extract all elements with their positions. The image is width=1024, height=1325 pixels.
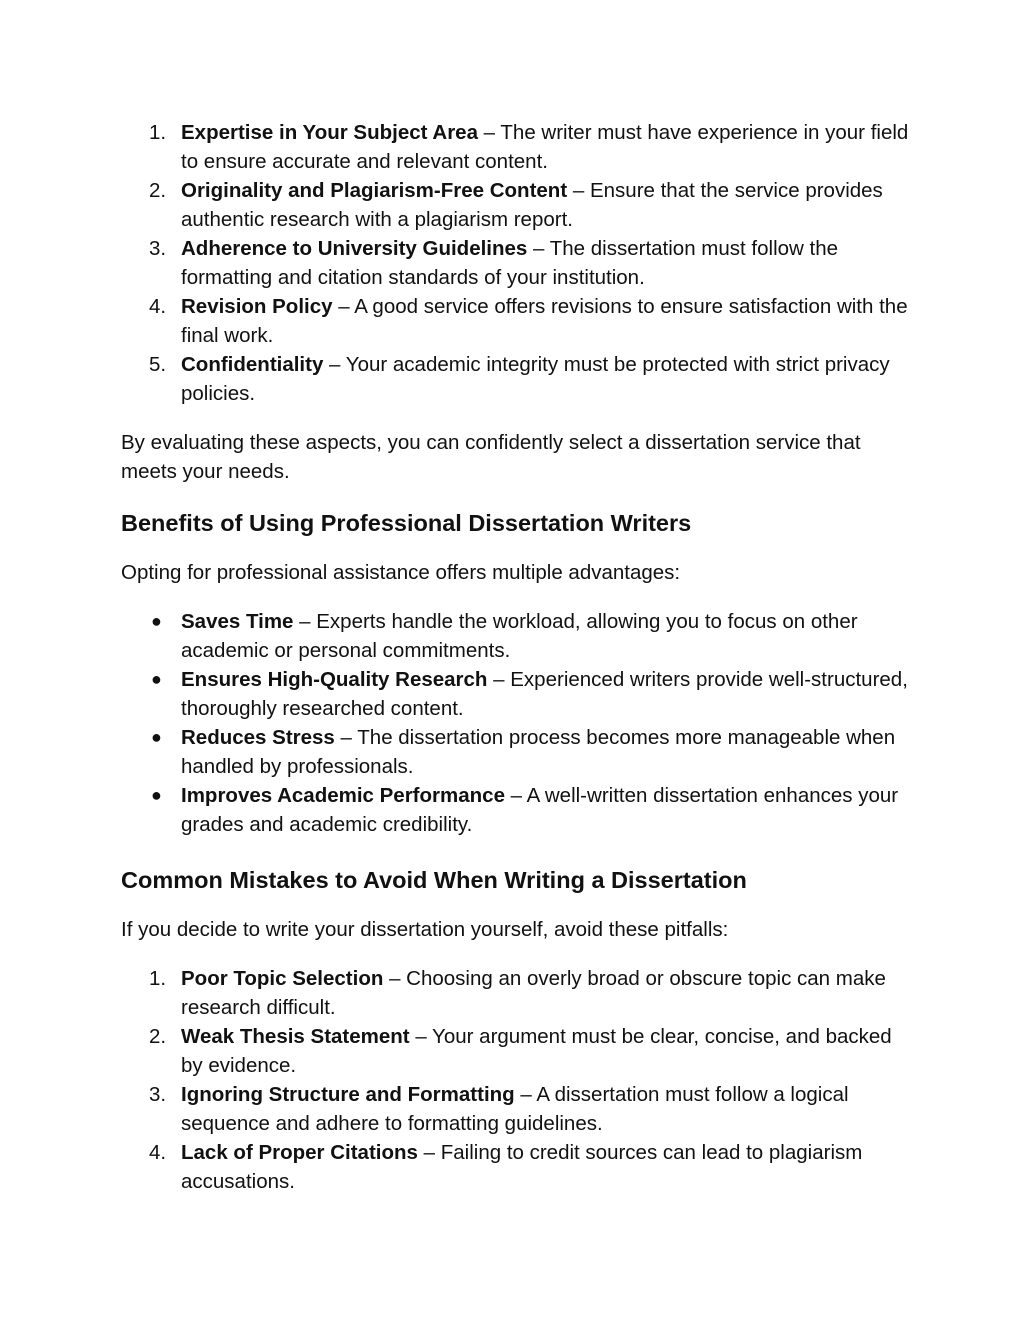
- list-item-description: – Your academic integrity must be protected with strict privacy policies.: [181, 353, 890, 405]
- list-number: 4.: [149, 295, 167, 318]
- list-number: 3.: [149, 237, 167, 260]
- list-item: [121, 781, 911, 839]
- list-item-description: – The dissertation process becomes more manageable when handled by professionals.: [181, 726, 896, 778]
- list-number: 3.: [149, 1083, 167, 1106]
- benefits-list: [121, 607, 911, 839]
- service-criteria-list: [121, 118, 911, 408]
- list-item-term: Ensures High-Quality Research: [181, 668, 488, 691]
- mistakes-intro-paragraph: If you decide to write your dissertation yourself, avoid these pitfalls:: [121, 918, 729, 941]
- bullet-icon: ●: [151, 669, 162, 689]
- bullet-icon: ●: [151, 785, 162, 805]
- list-item-term: Weak Thesis Statement: [181, 1025, 410, 1048]
- list-item-term: Saves Time: [181, 610, 294, 633]
- bullet-icon: ●: [151, 727, 162, 747]
- list-number: 1.: [149, 967, 167, 990]
- list-item-description: – A well-written dissertation enhances your grades and academic credibility.: [181, 784, 899, 836]
- list-item-term: Improves Academic Performance: [181, 784, 505, 807]
- list-number: 1.: [149, 121, 167, 144]
- list-item: [121, 292, 911, 350]
- list-item-description: – The writer must have experience in your field to ensure accurate and relevant content.: [181, 121, 909, 173]
- mistakes-heading: Common Mistakes to Avoid When Writing a Dissertation: [121, 867, 747, 893]
- list-item: [121, 350, 911, 408]
- list-item-term: Originality and Plagiarism-Free Content: [181, 179, 568, 202]
- list-item-description: – Experienced writers provide well-structured, thoroughly researched content.: [181, 668, 908, 720]
- list-item: [121, 964, 911, 1022]
- list-item-term: Adherence to University Guidelines: [181, 237, 528, 260]
- list-item-term: Expertise in Your Subject Area: [181, 121, 478, 144]
- list-number: 4.: [149, 1141, 167, 1164]
- list-item-term: Lack of Proper Citations: [181, 1141, 418, 1164]
- bullet-icon: ●: [151, 611, 162, 631]
- list-item: [121, 723, 911, 781]
- list-item-description: – A dissertation must follow a logical sequence and adhere to formatting guidelines.: [181, 1083, 849, 1135]
- list-item-description: – The dissertation must follow the formatting and citation standards of your institution.: [181, 237, 839, 289]
- list-item-description: – Failing to credit sources can lead to plagiarism accusations.: [181, 1141, 863, 1193]
- benefits-intro-paragraph: Opting for professional assistance offers multiple advantages:: [121, 561, 681, 584]
- list-number: 5.: [149, 353, 167, 376]
- list-item-description: – Your argument must be clear, concise, and backed by evidence.: [181, 1025, 892, 1077]
- list-item: [121, 607, 911, 665]
- list-item: [121, 665, 911, 723]
- list-item-description: – Ensure that the service provides authentic research with a plagiarism report.: [181, 179, 883, 231]
- list-item: [121, 1138, 911, 1196]
- evaluating-paragraph: By evaluating these aspects, you can confidently select a dissertation service that meets your needs.: [121, 431, 861, 483]
- list-item: [121, 176, 911, 234]
- list-item-term: Ignoring Structure and Formatting: [181, 1083, 515, 1106]
- list-item-term: Confidentiality: [181, 353, 324, 376]
- list-item-term: Poor Topic Selection: [181, 967, 384, 990]
- list-item-description: – A good service offers revisions to ensure satisfaction with the final work.: [181, 295, 908, 347]
- list-item: [121, 118, 911, 176]
- list-item: [121, 234, 911, 292]
- list-item: [121, 1080, 911, 1138]
- list-item-description: – Experts handle the workload, allowing you to focus on other academic or personal commitments.: [181, 610, 858, 662]
- list-item: [121, 1022, 911, 1080]
- list-number: 2.: [149, 179, 167, 202]
- document-page: [121, 118, 911, 1196]
- mistakes-list: [121, 964, 911, 1196]
- list-item-term: Reduces Stress: [181, 726, 335, 749]
- list-item-term: Revision Policy: [181, 295, 333, 318]
- list-item-description: – Choosing an overly broad or obscure topic can make research difficult.: [181, 967, 886, 1019]
- list-number: 2.: [149, 1025, 167, 1048]
- benefits-heading: Benefits of Using Professional Dissertation Writers: [121, 510, 692, 536]
